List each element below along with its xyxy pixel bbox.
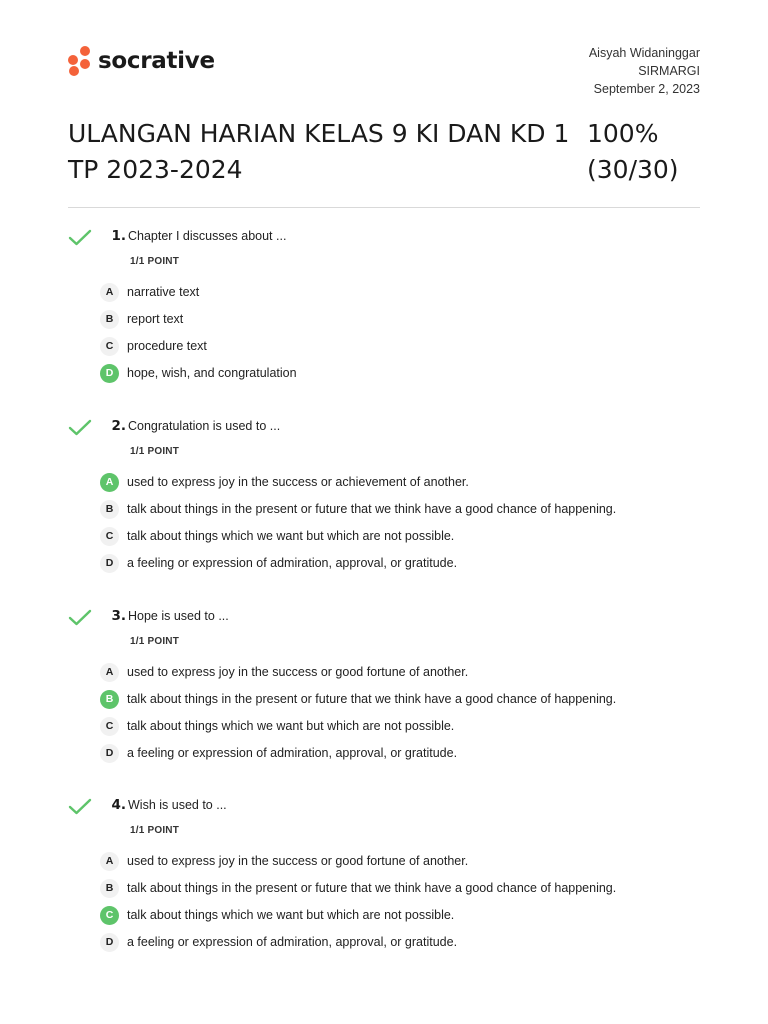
report-date: September 2, 2023 [593, 82, 700, 96]
question-number: 2. [111, 418, 126, 434]
answer-option-c [100, 526, 454, 546]
answer-option-a [100, 472, 469, 492]
option-text: a feeling or expression of admiration, approval, or gratitude. [127, 935, 458, 949]
student-name: Aisyah Widaninggar [588, 46, 700, 60]
option-letter-badge: A [100, 663, 119, 682]
answer-option-d [100, 553, 457, 573]
option-text: talk about things in the present or future that we think have a good chance of happening. [127, 692, 617, 706]
answer-option-a [100, 662, 468, 682]
option-letter-badge: D [100, 744, 119, 763]
correct-check-icon [68, 228, 92, 248]
answer-option-a [100, 851, 468, 871]
question-points: 1/1 POINT [130, 636, 180, 647]
option-text: procedure text [127, 339, 207, 353]
option-text: talk about things which we want but which are not possible. [127, 719, 455, 733]
question-number: 3. [111, 608, 126, 624]
option-text: talk about things in the present or future that we think have a good chance of happening. [127, 502, 617, 516]
question-points: 1/1 POINT [130, 446, 180, 457]
socrative-logo [68, 46, 215, 76]
answer-option-c [100, 336, 207, 356]
question-number: 4. [111, 797, 126, 813]
class-name: SIRMARGI [638, 64, 700, 78]
option-letter-badge: B [100, 500, 119, 519]
correct-answer-badge: B [100, 690, 119, 709]
question-number: 1. [111, 228, 126, 244]
option-letter-badge: D [100, 933, 119, 952]
option-letter-badge: B [100, 879, 119, 898]
socrative-logo-icon [68, 46, 92, 76]
answer-option-c [100, 905, 454, 925]
score-percent: 100% [587, 119, 659, 148]
option-text: talk about things which we want but which are not possible. [127, 529, 455, 543]
score [587, 116, 679, 188]
correct-answer-badge: D [100, 364, 119, 383]
answer-option-d [100, 743, 457, 763]
answer-option-d [100, 932, 457, 952]
correct-check-icon [68, 608, 92, 628]
option-letter-badge: C [100, 717, 119, 736]
question-points: 1/1 POINT [130, 825, 180, 836]
quiz-title: ULANGAN HARIAN KELAS 9 KI DAN KD 1 TP 2023-2024 [68, 119, 570, 184]
question-text: Hope is used to ... [128, 609, 229, 623]
answer-option-d [100, 363, 297, 383]
option-text: hope, wish, and congratulation [127, 366, 297, 380]
option-letter-badge: C [100, 337, 119, 356]
question-text: Chapter I discusses about ... [128, 229, 287, 243]
option-text: a feeling or expression of admiration, approval, or gratitude. [127, 556, 458, 570]
answer-option-b [100, 689, 616, 709]
answer-option-b [100, 878, 616, 898]
question-text: Congratulation is used to ... [128, 419, 281, 433]
brand-name: socrative [98, 48, 215, 74]
question-points: 1/1 POINT [130, 256, 180, 267]
option-letter-badge: A [100, 852, 119, 871]
option-text: used to express joy in the success or achievement of another. [127, 475, 469, 489]
report-meta [589, 44, 700, 98]
answer-option-a [100, 282, 199, 302]
score-fraction: (30/30) [587, 155, 679, 184]
report-header [68, 44, 700, 104]
option-letter-badge: B [100, 310, 119, 329]
answer-option-c [100, 716, 454, 736]
correct-answer-badge: A [100, 473, 119, 492]
answer-option-b [100, 499, 616, 519]
question-text: Wish is used to ... [128, 798, 227, 812]
option-text: report text [127, 312, 184, 326]
divider [68, 207, 700, 208]
option-text: talk about things which we want but which are not possible. [127, 908, 455, 922]
correct-check-icon [68, 418, 92, 438]
option-letter-badge: D [100, 554, 119, 573]
option-text: used to express joy in the success or good fortune of another. [127, 854, 469, 868]
option-text: talk about things in the present or future that we think have a good chance of happening. [127, 881, 617, 895]
option-text: narrative text [127, 285, 200, 299]
option-letter-badge: C [100, 527, 119, 546]
answer-option-b [100, 309, 183, 329]
option-text: a feeling or expression of admiration, approval, or gratitude. [127, 746, 458, 760]
correct-check-icon [68, 797, 92, 817]
option-letter-badge: A [100, 283, 119, 302]
correct-answer-badge: C [100, 906, 119, 925]
option-text: used to express joy in the success or good fortune of another. [127, 665, 469, 679]
